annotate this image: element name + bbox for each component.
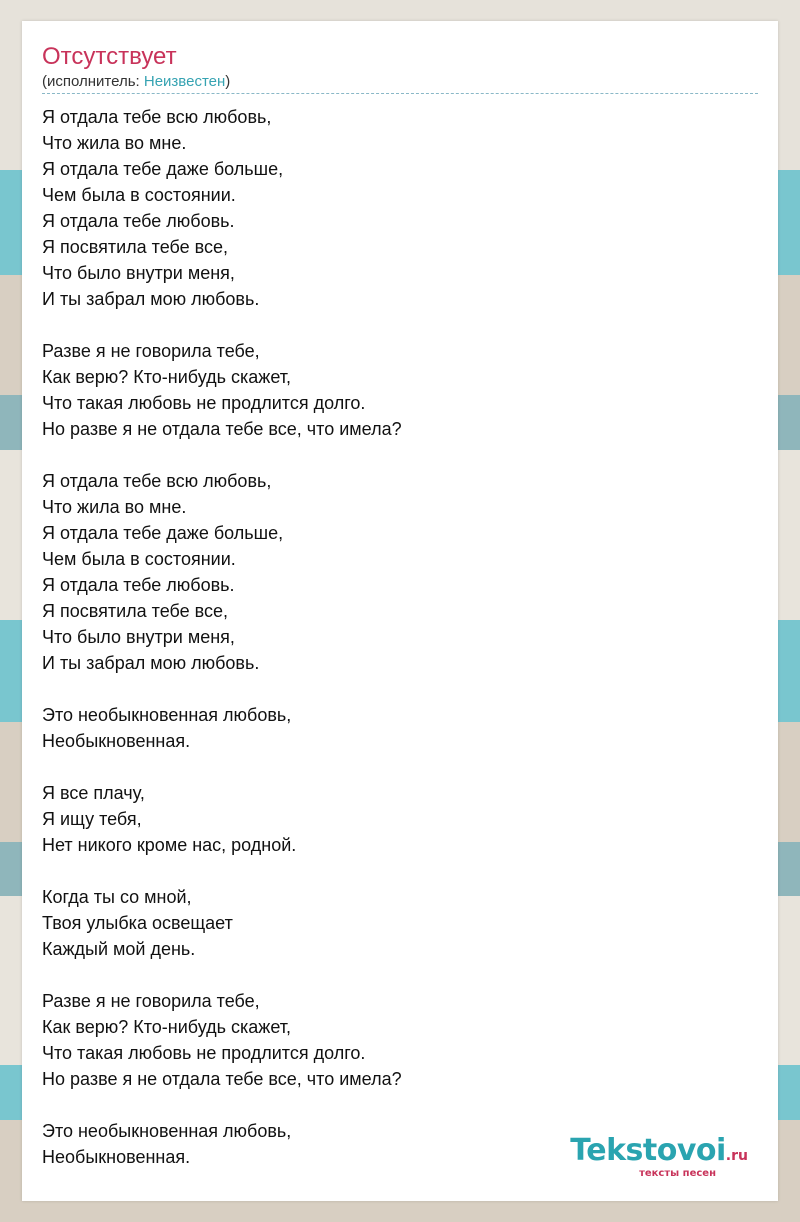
song-title: Отсутствует <box>42 43 177 70</box>
lyrics-card <box>22 21 778 1201</box>
logo-tagline: тексты песен <box>639 1168 716 1179</box>
site-logo[interactable] <box>570 1133 748 1179</box>
artist-prefix: (исполнитель: <box>42 73 144 90</box>
lyrics-text: Я отдала тебе всю любовь, Что жила во мне. Я отдала тебе даже больше, Чем была в состоянии. Я отдала тебе любовь. Я посвятила тебе все, Что было внутри меня, И ты забрал мою любовь. Разве я не говорила тебе, Как верю? Кто-нибудь скажет, Что такая любовь не продлится долго. Но разве я не отдала тебе все, что имела? Я отдала тебе всю любовь, Что жила во мне. Я отдала тебе даже больше, Чем была в состоянии. Я отдала тебе любовь. Я посвятила тебе все, Что было внутри меня, И ты забрал мою любовь. Это необыкновенная любовь, Необыкновенная. Я все плачу, Я ищу тебя, Нет никого кроме нас, родной. Когда ты со мной, Твоя улыбка освещает Каждый мой день. Разве я не говорила тебе, Как верю? Кто-нибудь скажет, Что такая любовь не продлится долго. Но разве я не отдала тебе все, что имела? Это необыкновенная любовь, Необыкновенная. <box>42 107 402 1167</box>
artist-suffix: ) <box>225 73 231 90</box>
artist-line <box>42 73 230 90</box>
dashed-divider <box>42 93 758 94</box>
artist-link[interactable]: Неизвестен <box>143 73 226 90</box>
logo-domain: .ru <box>725 1148 748 1164</box>
logo-name: Tekstovoi <box>570 1133 726 1168</box>
logo-wordmark <box>570 1133 748 1171</box>
